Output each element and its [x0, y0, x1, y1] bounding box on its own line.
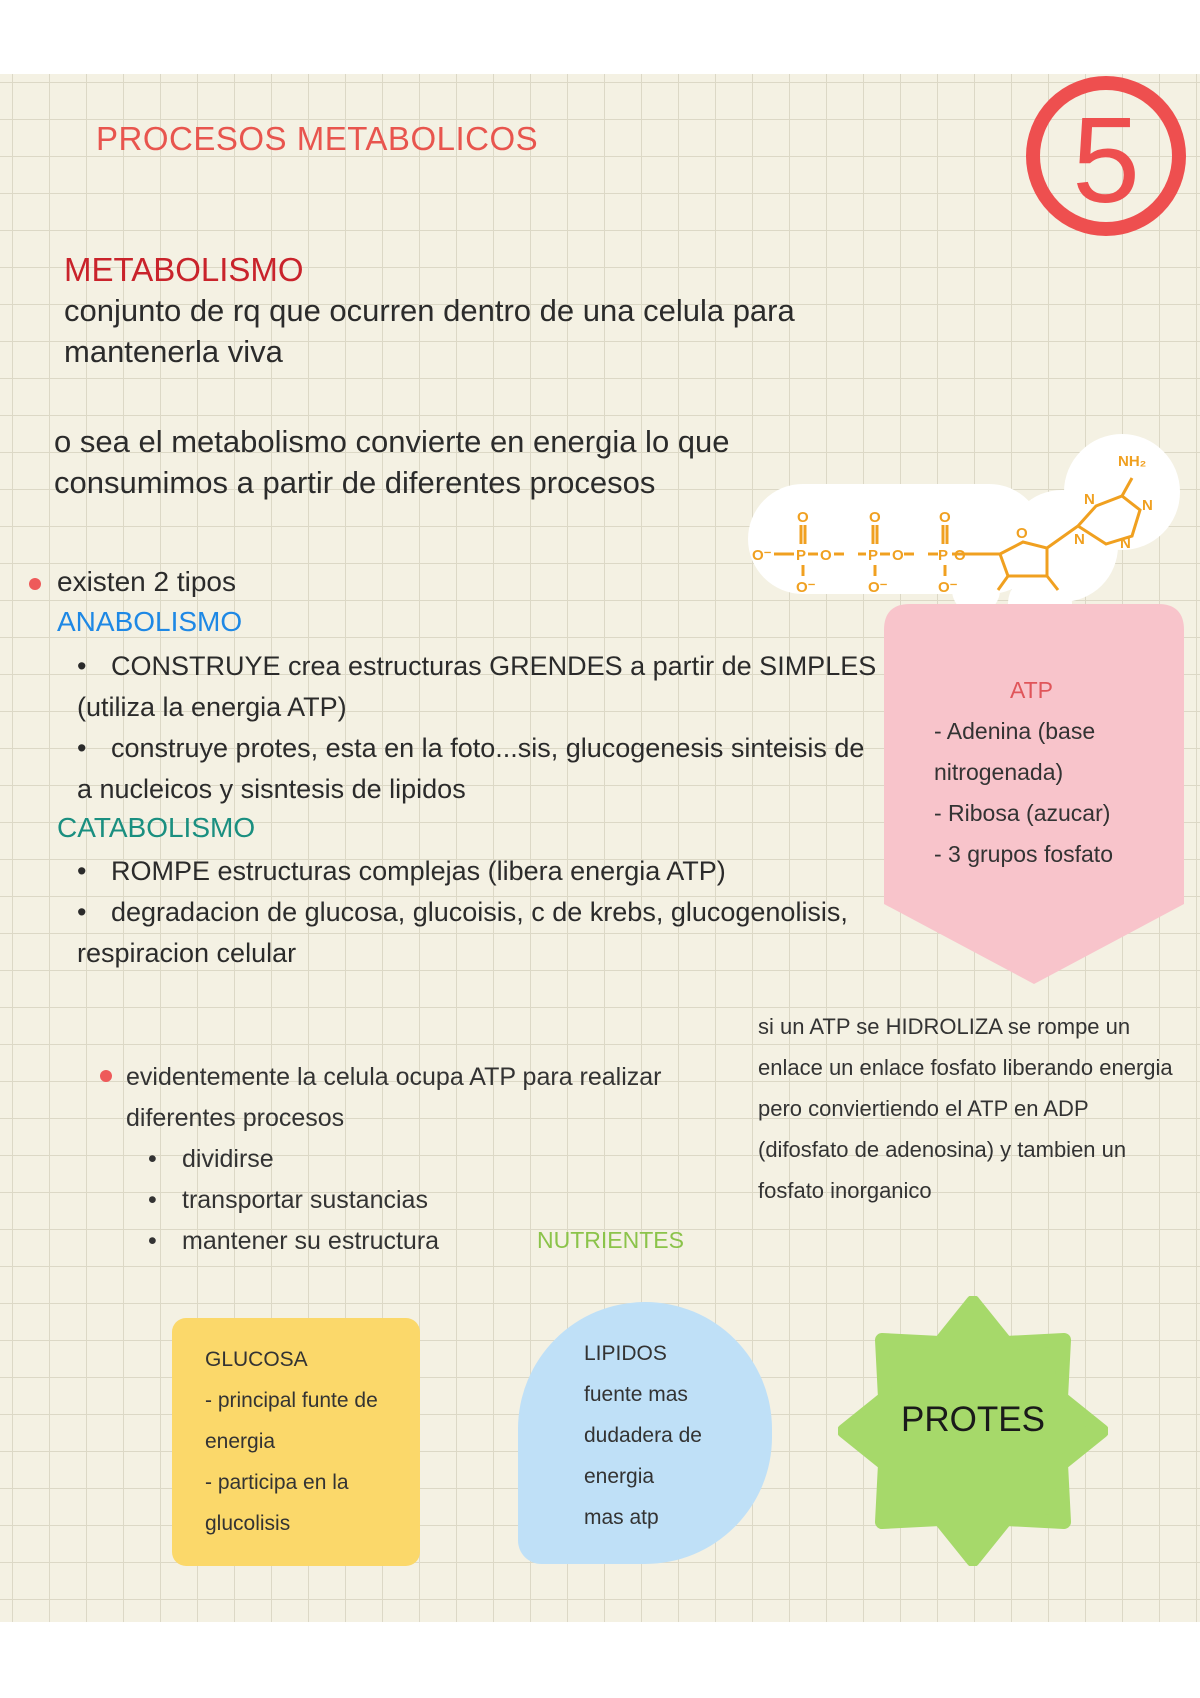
anabolismo-heading: ANABOLISMO [57, 606, 243, 637]
oxygen-label: O [797, 509, 809, 526]
hydrolysis-note: si un ATP se HIDROLIZA se rompe un enlace un enlace fosfato liberando energia pero conviertiendo el ATP en ADP (difosfato de adenosina) y tambien un fosfato inorganico [758, 1014, 1173, 1203]
list-item: • mantener su estructura [148, 1227, 440, 1255]
lipidos-point: fuente mas dudadera de energia [584, 1383, 702, 1488]
oxygen-label: O [1016, 525, 1028, 542]
catabolismo-heading: CATABOLISMO [57, 812, 256, 843]
page-number: 5 [1072, 92, 1140, 228]
types-intro: existen 2 tipos [57, 566, 236, 597]
nutrientes-heading: NUTRIENTES [537, 1227, 684, 1253]
anabolismo-item: • CONSTRUYE crea estructuras GRENDES a partir de SIMPLES (utiliza la energia ATP) [77, 651, 877, 722]
glucosa-card-content [205, 1339, 415, 1544]
catabolismo-item: • degradacion de glucosa, glucoisis, c de krebs, glucogenolisis, respiracion celular [77, 897, 848, 968]
atp-component: - 3 grupos fosfato [934, 841, 1113, 867]
catabolismo-description: estructuras complejas (libera energia ATP) [210, 856, 726, 886]
atp-box-content [934, 670, 1164, 875]
phosphorus-label: P [868, 547, 879, 564]
catabolismo-examples: degradacion de glucosa, glucoisis, c de krebs, glucogenolisis, respiracion celular [77, 897, 848, 968]
nitrogen-label: N [1120, 535, 1131, 552]
oxygen-label: O [869, 509, 881, 526]
nitrogen-label: N [1142, 497, 1153, 514]
protes-label: PROTES [901, 1400, 1045, 1439]
oxygen-label: O⁻ [868, 579, 888, 596]
metabolismo-definition: conjunto de rq que ocurren dentro de una celula para mantenerla viva [64, 293, 795, 369]
atp-box-title: ATP [1010, 677, 1054, 703]
anabolismo-description: crea estructuras GRENDES a partir de SIMPLES (utiliza la energia ATP) [77, 651, 877, 722]
atp-component: - Adenina (base nitrogenada) [934, 718, 1096, 785]
page-number-badge [1026, 76, 1186, 236]
nitrogen-label: N [1074, 531, 1085, 548]
oxygen-label: O⁻ [938, 579, 958, 596]
energy-note: o sea el metabolismo convierte en energia lo que consumimos a partir de diferentes procesos [54, 424, 730, 500]
oxygen-label: O⁻ [796, 579, 816, 596]
glucosa-point: - principal funte de energia [205, 1389, 378, 1453]
metabolismo-heading: METABOLISMO [64, 251, 304, 288]
amine-label: NH₂ [1118, 453, 1147, 470]
oxygen-label: O⁻ [752, 547, 772, 564]
page-title: PROCESOS METABOLICOS [96, 120, 539, 157]
phosphorus-label: P [796, 547, 807, 564]
bullet-dot-icon [100, 1070, 112, 1082]
glucosa-point: - participa en la glucolisis [205, 1471, 349, 1535]
list-item: • transportar sustancias [148, 1186, 428, 1214]
atp-uses-list [148, 1139, 439, 1262]
oxygen-label: O [939, 509, 951, 526]
atp-component: - Ribosa (azucar) [934, 800, 1111, 826]
anabolismo-item: • construye protes, esta en la foto...sis, glucogenesis sinteisis de a nucleicos y sisntesis de lipidos [77, 733, 865, 804]
anabolismo-keyword: CONSTRUYE [111, 651, 281, 681]
phosphorus-label: P [938, 547, 949, 564]
atp-uses-intro: evidentemente la celula ocupa ATP para realizar diferentes procesos [126, 1063, 662, 1132]
bullet-dot-icon [29, 578, 41, 590]
anabolismo-examples: construye protes, esta en la foto...sis, glucogenesis sinteisis de a nucleicos y sisntesis de lipidos [77, 733, 865, 804]
catabolismo-keyword: ROMPE [111, 856, 211, 886]
list-item: • dividirse [148, 1145, 274, 1173]
lipidos-card-content [584, 1333, 764, 1538]
lipidos-title: LIPIDOS [584, 1342, 667, 1365]
oxygen-label: O [892, 547, 904, 564]
nitrogen-label: N [1084, 491, 1095, 508]
lipidos-point: mas atp [584, 1506, 659, 1529]
catabolismo-item: • ROMPE estructuras complejas (libera energia ATP) [77, 856, 726, 886]
glucosa-title: GLUCOSA [205, 1348, 308, 1371]
oxygen-label: O [820, 547, 832, 564]
oxygen-label: O [954, 547, 966, 564]
